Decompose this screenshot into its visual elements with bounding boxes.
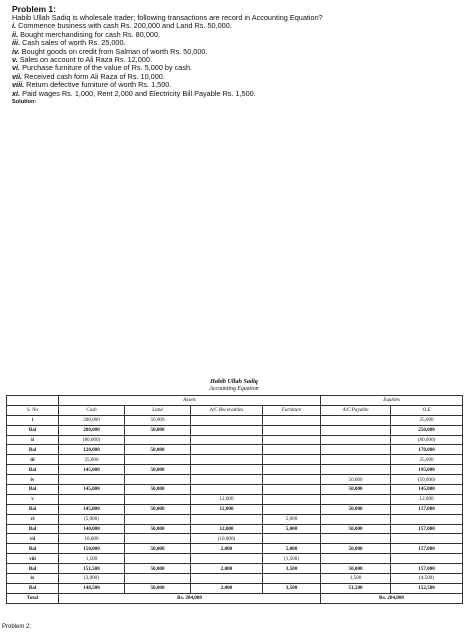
problem-title: Problem 1: [12,4,56,14]
table-row [7,494,463,504]
table-cell [263,485,321,495]
table-cell: (10,000) [191,534,263,544]
table-cell: 140,000 [59,524,125,534]
table-row [7,465,463,475]
table-cell: 170,000 [391,445,463,455]
transaction-text: Cash sales of worth Rs. 25,000. [22,38,126,48]
row-label: iii [7,455,59,465]
row-label: ix [7,574,59,584]
transaction-list [12,22,468,98]
transaction-item [12,90,468,98]
table-cell: 50,000 [125,485,191,495]
table-cell: (1,500) [263,554,321,564]
table-cell: 50,000 [321,544,391,554]
table-row [7,564,463,574]
table-cell: 50,000 [321,504,391,514]
row-label: Bal [7,425,59,435]
table-row [7,435,463,445]
table-cell [125,455,191,465]
table-cell [263,455,321,465]
table-row [7,415,463,425]
transaction-text: Sales on account to Ali Raza Rs. 12,000. [19,55,152,65]
table-cell: 50,000 [125,425,191,435]
table-cell [191,455,263,465]
table-row [7,583,463,593]
row-label: Bal [7,524,59,534]
table-cell [391,554,463,564]
table-cell [191,514,263,524]
table-cell: 157,000 [391,504,463,514]
table-body [7,415,463,593]
table-cell: 12,000 [191,524,263,534]
table-cell [191,475,263,485]
table-cell: 145,000 [59,485,125,495]
table-cell: 3,500 [263,583,321,593]
table-cell: 150,000 [59,544,125,554]
table-row [7,445,463,455]
table-cell: 152,500 [391,583,463,593]
table-cell [125,494,191,504]
transaction-number: ii. [12,29,19,39]
business-name: Habib Ullah Sadiq [210,378,258,385]
table-cell [263,534,321,544]
table-cell [263,494,321,504]
table-cell: 5,000 [263,514,321,524]
table-row [7,534,463,544]
table-cell: 2,000 [191,583,263,593]
table-cell [59,494,125,504]
table-cell: 120,000 [59,445,125,455]
table-cell: 250,000 [391,425,463,435]
row-label: Bal [7,465,59,475]
row-label: Bal [7,485,59,495]
row-label: ii [7,435,59,445]
transaction-text: Commence business with cash Rs. 200,000 and Land Rs. 50,000. [18,21,232,31]
transaction-number: vii. [12,71,23,81]
table-cell [125,435,191,445]
column-header: Land [125,405,191,415]
table-cell [263,504,321,514]
table-cell: 151,500 [59,564,125,574]
table-cell [321,465,391,475]
table-cell: 50,000 [125,445,191,455]
table-cell [263,574,321,584]
total-assets: Rs. 204,000 [59,593,321,603]
table-cell: (50,000) [391,475,463,485]
table-row [7,425,463,435]
table-cell: 200,000 [59,415,125,425]
table-cell [391,534,463,544]
table-cell [125,475,191,485]
table-cell: 50,000 [321,564,391,574]
table-row [7,544,463,554]
table-cell: 10,000 [59,534,125,544]
table-cell [321,425,391,435]
table-cell: 1,500 [59,554,125,564]
row-label: vi [7,514,59,524]
transaction-text: Bought goods on credit from Salman of worth Rs. 50,000. [21,46,208,56]
table-cell [191,465,263,475]
table-cell: 2,000 [191,544,263,554]
table-cell [263,415,321,425]
table-cell [191,415,263,425]
table-cell: (80,000) [59,435,125,445]
row-label: Bal [7,564,59,574]
table-row [7,574,463,584]
row-label: Bal [7,583,59,593]
column-header: A/C Receivables [191,405,263,415]
table-cell: 157,000 [391,564,463,574]
table-row [7,514,463,524]
row-label: i [7,415,59,425]
transaction-text: Purchase furniture of the value of Rs. 5,000 by cash. [22,63,193,73]
table-cell: 148,500 [59,583,125,593]
transaction-text: Received cash form Ali Raza of Rs. 10,000. [24,71,165,81]
table-cell [321,455,391,465]
table-cell: 50,000 [321,485,391,495]
row-label: v [7,494,59,504]
table-cell: 157,000 [391,524,463,534]
table-cell: 145,000 [391,485,463,495]
table-cell [263,425,321,435]
table-cell [191,485,263,495]
equation-subtitle: Accounting Equation [209,386,259,392]
table-cell: 12,000 [191,504,263,514]
column-header-row [7,405,463,415]
table-cell [263,465,321,475]
table-cell: 25,000 [391,455,463,465]
table-cell: 25,000 [59,455,125,465]
table-cell: 25,000 [391,415,463,425]
table-cell [321,435,391,445]
table-cell: 50,000 [125,544,191,554]
table-cell: 50,000 [125,415,191,425]
row-label: Bal [7,544,59,554]
row-label: vii [7,534,59,544]
problem-1-section [12,4,468,105]
table-cell: 2,000 [191,564,263,574]
table-cell [263,435,321,445]
transaction-text: Return defective furniture of worth Rs. 1,500. [26,80,172,90]
table-cell [391,514,463,524]
problem-2-label: Problem 2: [2,624,32,630]
row-label: Bal [7,445,59,455]
row-label: iv [7,475,59,485]
table-cell: 50,000 [125,583,191,593]
table-cell [125,574,191,584]
column-header: O.E [391,405,463,415]
table-cell: (3,000) [59,574,125,584]
table-row [7,485,463,495]
table-cell [59,475,125,485]
table-cell: 195,000 [391,465,463,475]
assets-group-header: Assets [59,396,321,406]
table-cell [191,425,263,435]
table-cell: (5,000) [59,514,125,524]
table-cell: 50,000 [125,524,191,534]
table-cell: 12,000 [391,494,463,504]
table-cell: (80,000) [391,435,463,445]
row-label: Bal [7,504,59,514]
column-header: S. No [7,405,59,415]
table-cell: 3,500 [263,564,321,574]
table-cell [125,514,191,524]
solution-label: Solution: [12,99,37,106]
table-cell [321,554,391,564]
transaction-number: i. [12,21,17,31]
table-row [7,554,463,564]
table-cell [191,435,263,445]
table-cell [321,534,391,544]
total-label: Total [7,593,59,603]
table-cell: 200,000 [59,425,125,435]
transaction-number: viii. [12,80,25,90]
accounting-equation-table [6,395,463,604]
table-cell: 50,000 [125,504,191,514]
table-cell: 5,000 [263,544,321,554]
table-cell: 145,000 [59,504,125,514]
table-cell: 51,500 [321,583,391,593]
total-row [7,593,463,603]
transaction-number: iv. [12,46,20,56]
table-cell: 50,000 [125,465,191,475]
table-row [7,504,463,514]
table-cell [191,445,263,455]
table-cell: 5,000 [263,524,321,534]
table-cell: 50,000 [321,524,391,534]
accounting-equation-section [6,378,462,604]
blank-group-cell [7,396,59,406]
table-cell [263,475,321,485]
table-row [7,475,463,485]
transaction-text: Paid wages Rs. 1,000, Rent 2,000 and Electricity Bill Payable Rs. 1,500. [22,88,256,98]
table-cell: 157,000 [391,544,463,554]
table-cell [191,574,263,584]
table-cell [321,494,391,504]
table-cell [263,445,321,455]
row-label: viii [7,554,59,564]
table-cell [321,514,391,524]
table-cell: 1,500 [321,574,391,584]
transaction-number: v. [12,55,18,65]
table-cell: (4,500) [391,574,463,584]
column-header: Furniture [263,405,321,415]
table-cell [321,415,391,425]
table-row [7,524,463,534]
table-cell: 145,000 [59,465,125,475]
total-equities: Rs. 204,000 [321,593,463,603]
column-header: A/C Payable [321,405,391,415]
table-cell: 50,000 [321,475,391,485]
transaction-text: Bought merchandising for cash Rs. 80,000. [20,29,161,39]
table-cell [125,554,191,564]
transaction-number: xi. [12,88,21,98]
problem-intro: Habib Ullah Sadiq is wholesale trader; following transactions are record in Accounting Equation? [12,13,323,22]
table-row [7,455,463,465]
table-cell: 50,000 [125,564,191,574]
table-cell [191,554,263,564]
table-cell: 12,000 [191,494,263,504]
column-header: Cash [59,405,125,415]
equities-group-header: Equities [321,396,463,406]
table-cell [321,445,391,455]
table-cell [125,534,191,544]
transaction-number: iii. [12,38,21,48]
transaction-number: vi. [12,63,21,73]
